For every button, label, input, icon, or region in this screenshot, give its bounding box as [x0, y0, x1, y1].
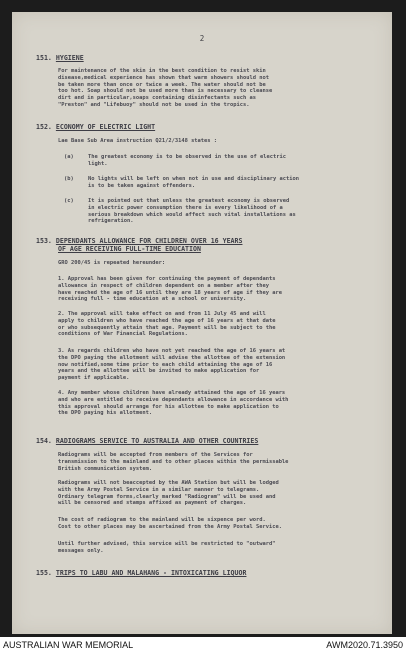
- document-page: [12, 12, 392, 634]
- section-154-para-3: The cost of radiogram to the mainland will be sixpence per word. Cost to other places may be ascertained from the Army Postal Service.: [58, 517, 282, 530]
- section-151-body: For maintenance of the skin in the best condition to resist skin disease,medical experience has shown that warm showers should not be taken more than once or twice a week. The water should not be too hot. Soap should not be used more than is necessary to cleanse dirt and in particular,soaps containing disinfectants such as "Preston" and "Lifebuoy" should not be used in the tropics.: [58, 68, 273, 108]
- section-152-number: 152.: [36, 123, 52, 131]
- section-154-heading: [36, 437, 258, 445]
- section-153-para-4: 4. Any member whose children have already attained the age of 16 years and who are entitled to receive dependants allowance in accordance with this approval should arrange for his allottee to make application to the DPO paying his allotment.: [58, 390, 289, 417]
- section-153-title-line2: OF AGE RECEIVING FULL-TIME EDUCATION: [58, 245, 201, 253]
- section-154-para-1: Radiograms will be accepted from members of the Services for transmission to the mainland and to other places within the permissable British communication system.: [58, 452, 289, 472]
- section-153-intro: GRO 200/45 is repeated hereunder:: [58, 260, 166, 266]
- section-155-heading: [36, 569, 246, 577]
- section-155-number: 155.: [36, 569, 52, 577]
- section-152-heading: [36, 123, 155, 131]
- section-152-item-a: The greatest economy is to be observed in the use of electric light.: [88, 154, 286, 167]
- section-154-title: RADIOGRAMS SERVICE TO AUSTRALIA AND OTHER COUNTRIES: [55, 437, 259, 445]
- section-152-title: ECONOMY OF ELECTRIC LIGHT: [55, 123, 156, 131]
- footer-accession-number: AWM2020.71.3950: [326, 640, 403, 650]
- section-153-heading: [36, 237, 242, 245]
- section-153-title-line1: DEPENDANTS ALLOWANCE FOR CHILDREN OVER 16 YEARS: [55, 237, 243, 245]
- section-152-item-a-mark: (a): [64, 154, 74, 160]
- section-152-intro: Lae Base Sub Area instruction Q21/2/3148 states :: [58, 138, 218, 144]
- section-153-para-2: 2. The approval will take effect on and from 11 July 45 and will apply to children who have reached the age of 16 years at that date or who subsequently attain that age. Payment will be subject to the conditions of War Financial Regulations.: [58, 311, 276, 338]
- footer-institution: AUSTRALIAN WAR MEMORIAL: [3, 640, 134, 650]
- section-154-number: 154.: [36, 437, 52, 445]
- archive-footer: [0, 637, 406, 653]
- section-153-para-3: 3. As regards children who have not yet reached the age of 16 years at the DPO paying the allotment will advise the allottee of the extension now notified,some time prior to each child attaining the age of 16 years and the allottee will be invited to make application for payment if applicable.: [58, 348, 286, 382]
- section-151-title: HYGIENE: [55, 54, 84, 62]
- section-154-para-2: Radiograms will not beaccepted by the AWA Station but will be lodged with the Army Postal Service in a similar manner to telegrams. Ordinary telegram forms,clearly marked "Radiogram" will be used and will be censored and stamps affixed as payment of charges.: [58, 480, 279, 507]
- section-152-item-c-mark: (c): [64, 198, 74, 204]
- section-153-number: 153.: [36, 237, 52, 245]
- section-152-item-b-mark: (b): [64, 176, 74, 182]
- page-number: 2: [199, 34, 205, 43]
- section-155-title: TRIPS TO LABU AND MALAHANG - INTOXICATING LIQUOR: [55, 569, 247, 577]
- section-152-item-c: It is pointed out that unless the greatest economy is observed in electric power consumption there is every likelihood of a serious breakdown which would affect such vital installations as refrigeration.: [88, 198, 296, 225]
- section-151-heading: [36, 54, 84, 62]
- section-153-para-1: 1. Approval has been given for continuing the payment of dependants allowance in respect of children dependent on a member after they have reached the age of 16 until they are 18 years of age if they are receiving full - time education at a school or university.: [58, 276, 282, 303]
- section-151-number: 151.: [36, 54, 52, 62]
- section-154-para-4: Until further advised, this service will be restricted to "outward" messages only.: [58, 541, 276, 554]
- section-152-item-b: No lights will be left on when not in use and disciplinary action is to be taken against offenders.: [88, 176, 299, 189]
